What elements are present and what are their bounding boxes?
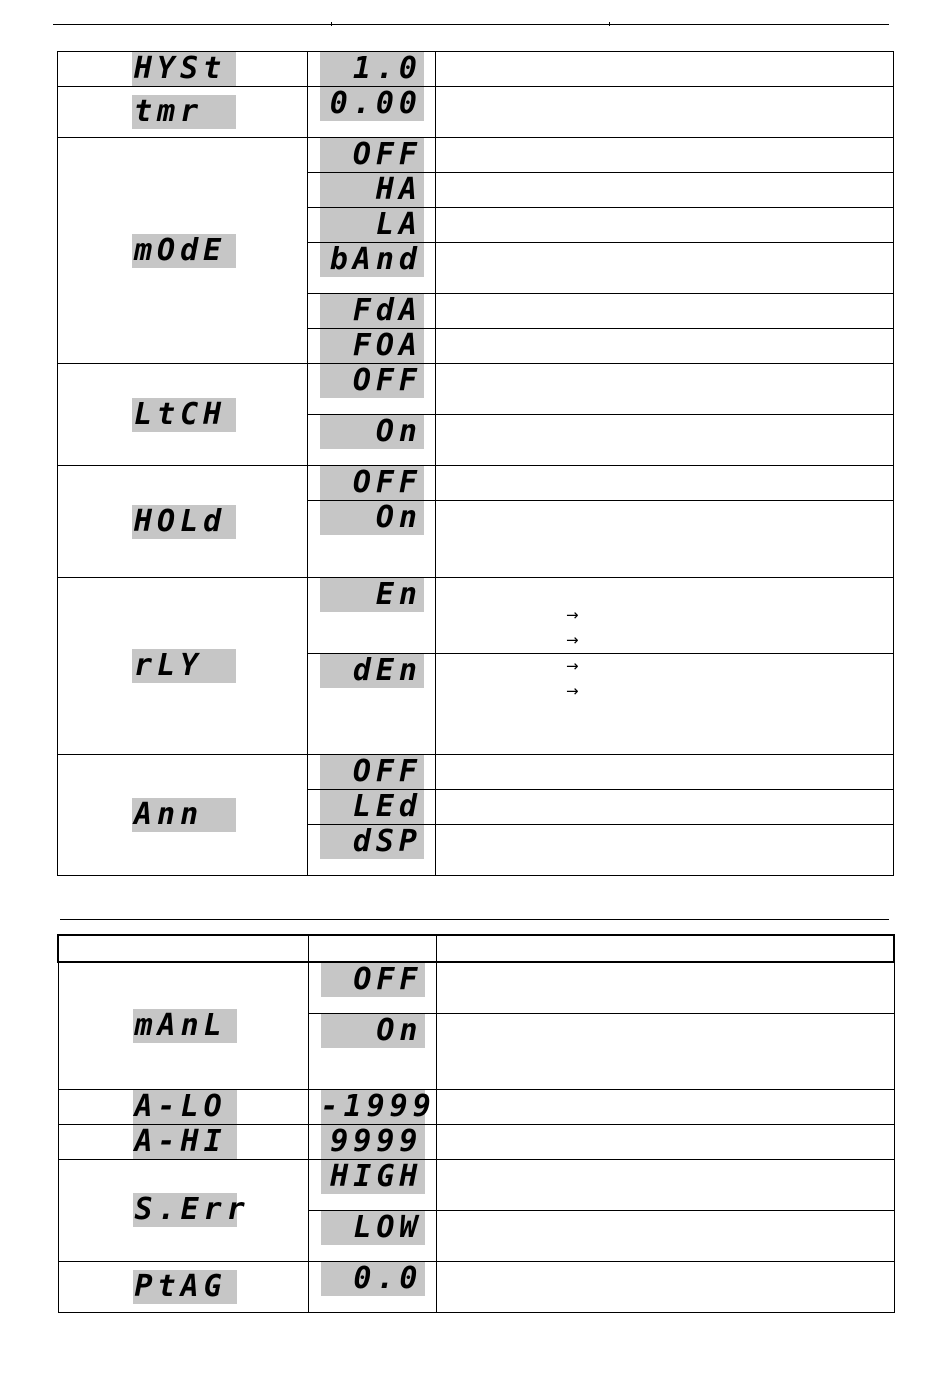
param-cell — [58, 87, 308, 138]
lcd-value: On — [321, 1014, 425, 1048]
header-rule — [53, 24, 889, 25]
description-cell — [436, 654, 894, 755]
lcd-value: LA — [320, 208, 424, 242]
lcd-param-hold: HOLd — [132, 505, 236, 539]
param-cell — [58, 755, 308, 876]
table-row — [58, 1124, 894, 1159]
description-cell — [436, 1013, 894, 1089]
arrow-icon: → — [566, 606, 579, 624]
description-cell — [436, 1210, 894, 1261]
table-row — [58, 364, 894, 415]
lcd-param-ann: Ann — [132, 798, 236, 832]
param-cell — [58, 466, 308, 578]
description-cell — [436, 755, 894, 790]
table-row — [58, 578, 894, 654]
arrow-icon: → — [566, 657, 579, 675]
lcd-value: En — [320, 578, 424, 612]
description-cell — [436, 138, 894, 173]
description-cell — [436, 87, 894, 138]
description-cell — [436, 415, 894, 466]
value-cell — [308, 1261, 436, 1312]
lcd-param-tmr: tmr — [132, 95, 236, 129]
description-cell — [436, 962, 894, 1013]
value-cell — [308, 173, 436, 208]
lcd-value: dEn — [320, 654, 424, 688]
lcd-param-ltch: LtCH — [132, 398, 236, 432]
lcd-value: 0.00 — [320, 87, 424, 121]
lcd-value: 1.0 — [320, 52, 424, 86]
description-cell — [436, 208, 894, 243]
value-cell — [308, 962, 436, 1013]
value-cell — [308, 329, 436, 364]
description-cell — [436, 466, 894, 501]
param-cell — [58, 1089, 308, 1124]
section-rule — [60, 919, 889, 920]
lcd-param-ptag: PtAG — [133, 1270, 237, 1304]
value-cell — [308, 87, 436, 138]
header-cell — [308, 935, 436, 962]
param-cell — [58, 1261, 308, 1312]
description-cell — [436, 1089, 894, 1124]
lcd-value: On — [320, 501, 424, 535]
lcd-param-hyst: HYSt — [132, 52, 236, 86]
lcd-value: OFF — [320, 755, 424, 789]
table-row — [58, 1159, 894, 1210]
lcd-value: -1999 — [320, 1088, 436, 1124]
lcd-param-manl: mAnL — [133, 1009, 237, 1043]
value-cell — [308, 1210, 436, 1261]
description-cell — [436, 243, 894, 294]
value-cell — [308, 208, 436, 243]
table-row — [58, 1089, 894, 1124]
value-cell — [308, 1159, 436, 1210]
table-row — [58, 962, 894, 1013]
header-tick — [609, 22, 610, 26]
description-cell — [436, 294, 894, 329]
lcd-param-rly: rLY — [132, 649, 236, 683]
description-cell — [436, 364, 894, 415]
value-cell — [308, 825, 436, 876]
lcd-value: bAnd — [320, 243, 424, 277]
table-row — [58, 755, 894, 790]
lcd-value: On — [320, 415, 424, 449]
value-cell — [308, 790, 436, 825]
value-cell — [308, 415, 436, 466]
param-cell — [58, 1159, 308, 1261]
description-cell — [436, 825, 894, 876]
lcd-value: HA — [320, 173, 424, 207]
table-row — [58, 466, 894, 501]
description-cell — [436, 1124, 894, 1159]
table-row — [58, 1261, 894, 1312]
lcd-value: OFF — [320, 138, 424, 172]
lcd-param-s-err: S.Err — [134, 1192, 250, 1227]
table-row — [58, 138, 894, 173]
lcd-value: FOA — [320, 329, 424, 363]
lcd-value: FdA — [320, 294, 424, 328]
parameter-table-1 — [57, 51, 894, 876]
description-cell — [436, 173, 894, 208]
value-cell — [308, 1089, 436, 1124]
description-cell — [436, 501, 894, 578]
param-cell — [58, 1124, 308, 1159]
value-cell — [308, 501, 436, 578]
arrow-icon: → — [566, 631, 579, 649]
param-cell — [58, 138, 308, 364]
lcd-value: HIGH — [321, 1160, 425, 1194]
description-cell — [436, 329, 894, 364]
value-cell — [308, 243, 436, 294]
parameter-table-2 — [57, 934, 895, 1313]
header-cell — [58, 935, 308, 962]
description-cell — [436, 1159, 894, 1210]
header-cell — [436, 935, 894, 962]
description-cell — [436, 790, 894, 825]
lcd-value: dSP — [320, 825, 424, 859]
value-cell — [308, 364, 436, 415]
table-row — [58, 52, 894, 87]
param-cell — [58, 364, 308, 466]
value-cell — [308, 52, 436, 87]
value-cell — [308, 294, 436, 329]
value-cell — [308, 466, 436, 501]
lcd-param-a-hi: A-HI — [133, 1125, 237, 1159]
lcd-value: 9999 — [321, 1125, 425, 1159]
arrow-icon: → — [566, 682, 579, 700]
table-header-row — [58, 935, 894, 962]
lcd-value: OFF — [320, 364, 424, 398]
param-cell — [58, 52, 308, 87]
description-cell — [436, 52, 894, 87]
value-cell — [308, 654, 436, 755]
value-cell — [308, 755, 436, 790]
lcd-value: OFF — [321, 963, 425, 997]
lcd-value: LEd — [320, 790, 424, 824]
table-row — [58, 87, 894, 138]
param-cell — [58, 962, 308, 1089]
description-cell — [436, 578, 894, 654]
value-cell — [308, 578, 436, 654]
value-cell — [308, 1013, 436, 1089]
lcd-value: 0.0 — [321, 1262, 425, 1296]
value-cell — [308, 1124, 436, 1159]
lcd-value: OFF — [320, 466, 424, 500]
description-cell — [436, 1261, 894, 1312]
lcd-value: LOW — [321, 1211, 425, 1245]
value-cell — [308, 138, 436, 173]
header-tick — [331, 22, 332, 26]
lcd-param-a-lo: A-LO — [133, 1090, 237, 1124]
lcd-param-mode: mOdE — [132, 234, 236, 268]
param-cell — [58, 578, 308, 755]
